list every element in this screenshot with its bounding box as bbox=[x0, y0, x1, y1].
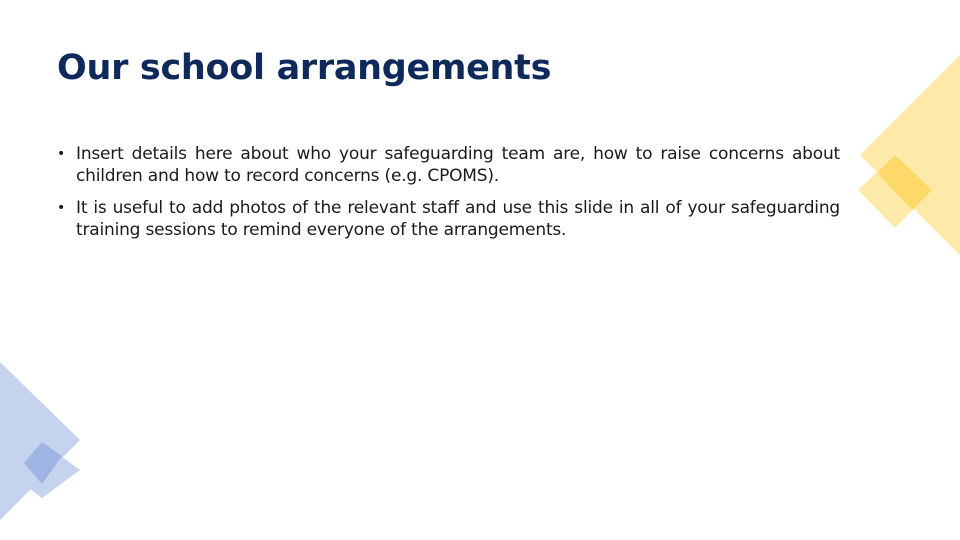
bullet-list bbox=[57, 143, 840, 251]
yellow-diamond-large-shape bbox=[860, 55, 960, 255]
bullet-dot: • bbox=[57, 146, 66, 162]
bullet-dot: • bbox=[57, 200, 66, 216]
bullet-text: Insert details here about who your safeguarding team are, how to raise concerns about children and how to record concerns (e.g. CPOMS). bbox=[76, 144, 840, 186]
slide-title: Our school arrangements bbox=[57, 48, 552, 88]
bullet-text: It is useful to add photos of the relevant staff and use this slide in all of your safeguarding training sessions to remind everyone of the arrangements. bbox=[76, 198, 840, 240]
bullet-item bbox=[57, 197, 840, 241]
bullet-item bbox=[57, 143, 840, 187]
